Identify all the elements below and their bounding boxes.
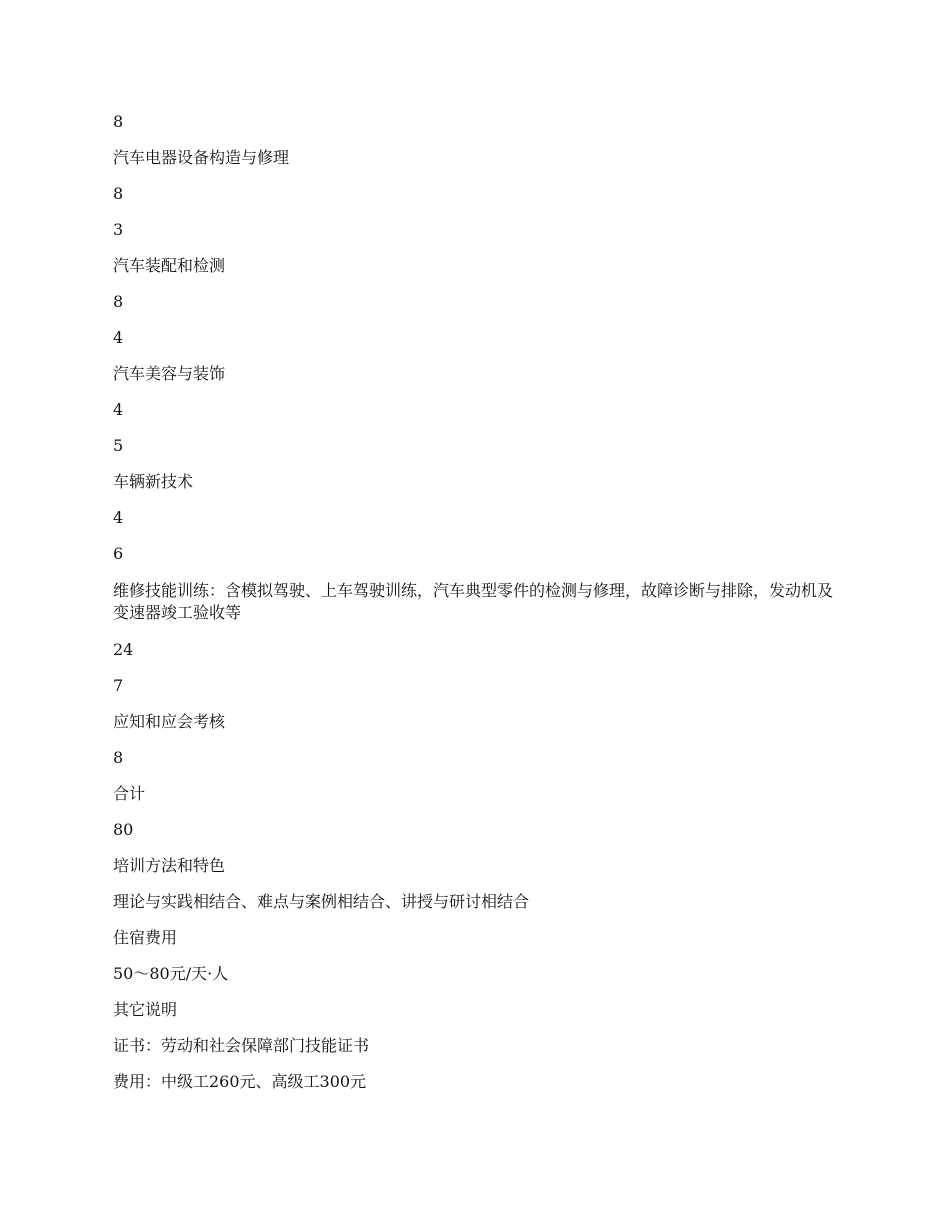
paragraph-course-name: 车辆新技术 [113,472,194,491]
paragraph-row-number: 6 [113,544,124,563]
paragraph-hours: 8 [113,184,124,203]
paragraph-row-number: 3 [113,220,124,239]
paragraph-row-number: 4 [113,328,124,347]
paragraph-hours: 4 [113,508,124,527]
paragraph-course-name: 维修技能训练：含模拟驾驶、上车驾驶训练，汽车典型零件的检测与修理，故障诊断与排除，发动机及变速器竣工验收等 [113,581,834,622]
paragraph-course-name: 汽车装配和检测 [113,256,226,275]
paragraph-section-value: 理论与实践相结合、难点与案例相结合、讲授与研讨相结合 [113,892,530,911]
paragraph-section-label: 其它说明 [113,1000,178,1019]
paragraph-hours: 8 [113,748,124,767]
paragraph-fee-note: 费用：中级工260元、高级工300元 [113,1072,367,1091]
paragraph-hours: 24 [113,640,134,659]
paragraph-course-name: 应知和应会考核 [113,712,226,731]
paragraph-hours: 8 [113,292,124,311]
paragraph-section-label: 培训方法和特色 [113,856,226,875]
paragraph-hours: 4 [113,400,124,419]
paragraph-row-number: 8 [113,112,124,131]
paragraph-course-name: 汽车电器设备构造与修理 [113,148,290,167]
paragraph-section-label: 住宿费用 [113,928,178,947]
document-body [113,112,843,1108]
paragraph-certificate-note: 证书：劳动和社会保障部门技能证书 [113,1036,370,1055]
paragraph-section-value: 50～80元/天·人 [113,964,229,983]
paragraph-row-number: 7 [113,676,124,695]
paragraph-row-number: 5 [113,436,124,455]
paragraph-course-name: 汽车美容与装饰 [113,364,226,383]
paragraph-total-hours: 80 [113,820,134,839]
paragraph-total-label: 合计 [113,784,146,803]
